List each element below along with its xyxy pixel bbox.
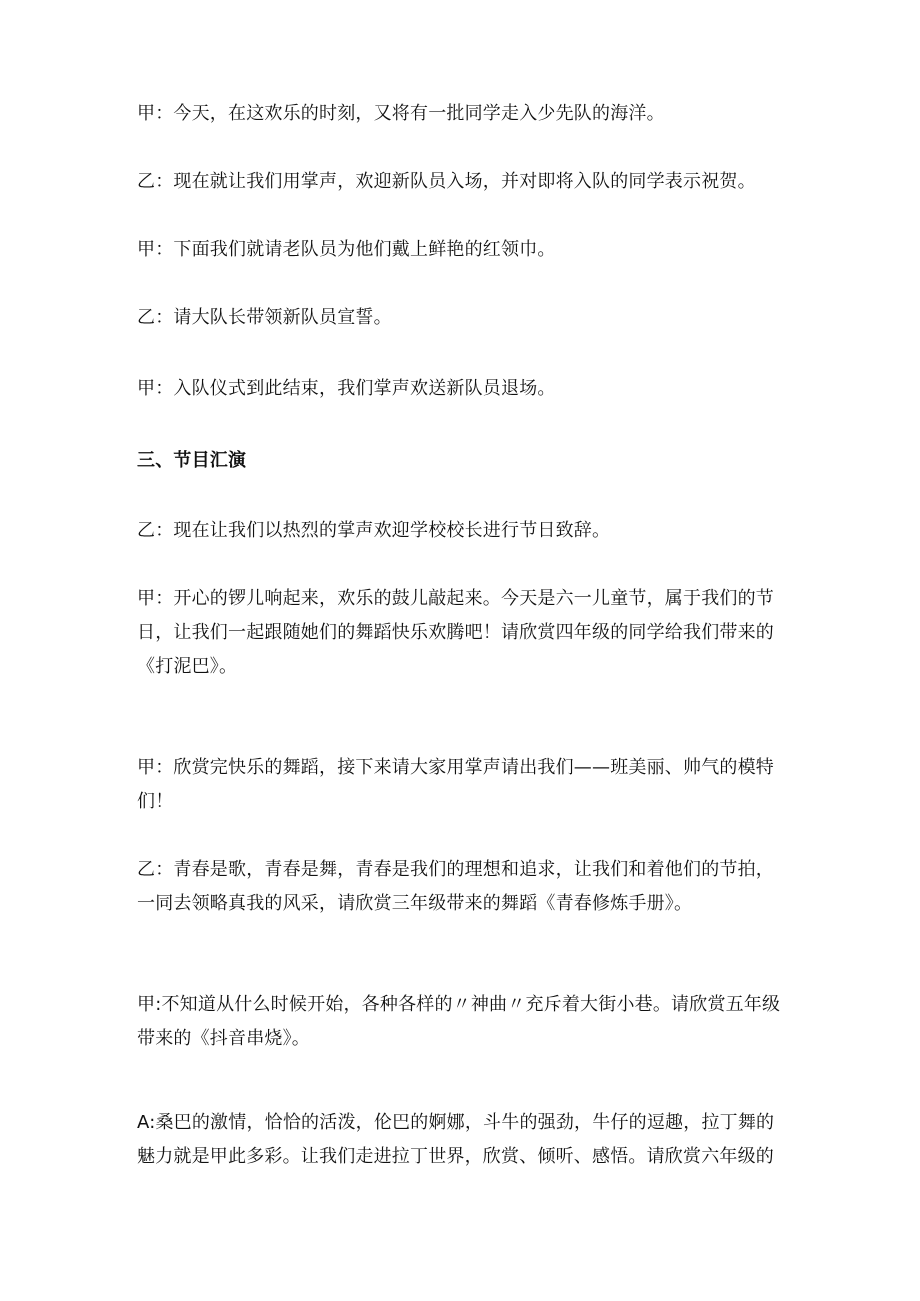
dialogue-paragraph-4: 乙：请大队长带领新队员宣誓。 [137,307,392,328]
section-heading: 三、节目汇演 [137,450,247,471]
dialogue-paragraph-6: 乙：现在让我们以热烈的掌声欢迎学校校长进行节日致辞。 [137,520,611,541]
dialogue-paragraph-7: 甲：开心的锣儿响起来，欢乐的鼓儿敲起来。今天是六一儿童节，属于我们的节日，让我们一起跟随她们的舞蹈快乐欢腾吧！请欣赏四年级的同学给我们带来的《打泥巴》。 [137,588,774,677]
dialogue-paragraph-11: A:桑巴的激情，恰恰的活泼，伦巴的婀娜，斗牛的强劲，牛仔的逗趣，拉丁舞的魅力就是甲此多彩。让我们走进拉丁世界，欣赏、倾听、感悟。请欣赏六年级的 [137,1112,775,1167]
dialogue-paragraph-5: 甲：入队仪式到此结束，我们掌声欢送新队员退场。 [137,378,556,399]
dialogue-paragraph-10: 甲:不知道从什么时候开始，各种各样的〃神曲〃充斥着大街小巷。请欣赏五年级带来的《抖音串烧》。 [137,994,781,1049]
dialogue-paragraph-1: 甲：今天，在这欢乐的时刻，又将有一批同学走入少先队的海洋。 [137,103,665,124]
dialogue-paragraph-8: 甲：欣赏完快乐的舞蹈，接下来请大家用掌声请出我们——班美丽、帅气的模特们！ [137,757,774,812]
dialogue-paragraph-2: 乙：现在就让我们用掌声，欢迎新队员入场，并对即将入队的同学表示祝贺。 [137,171,756,192]
dialogue-paragraph-3: 甲：下面我们就请老队员为他们戴上鲜艳的红领巾。 [137,239,556,260]
dialogue-paragraph-9: 乙：青春是歌，青春是舞，青春是我们的理想和追求，让我们和着他们的节拍，一同去领略真我的风采，请欣赏三年级带来的舞蹈《青春修炼手册》。 [137,859,774,914]
